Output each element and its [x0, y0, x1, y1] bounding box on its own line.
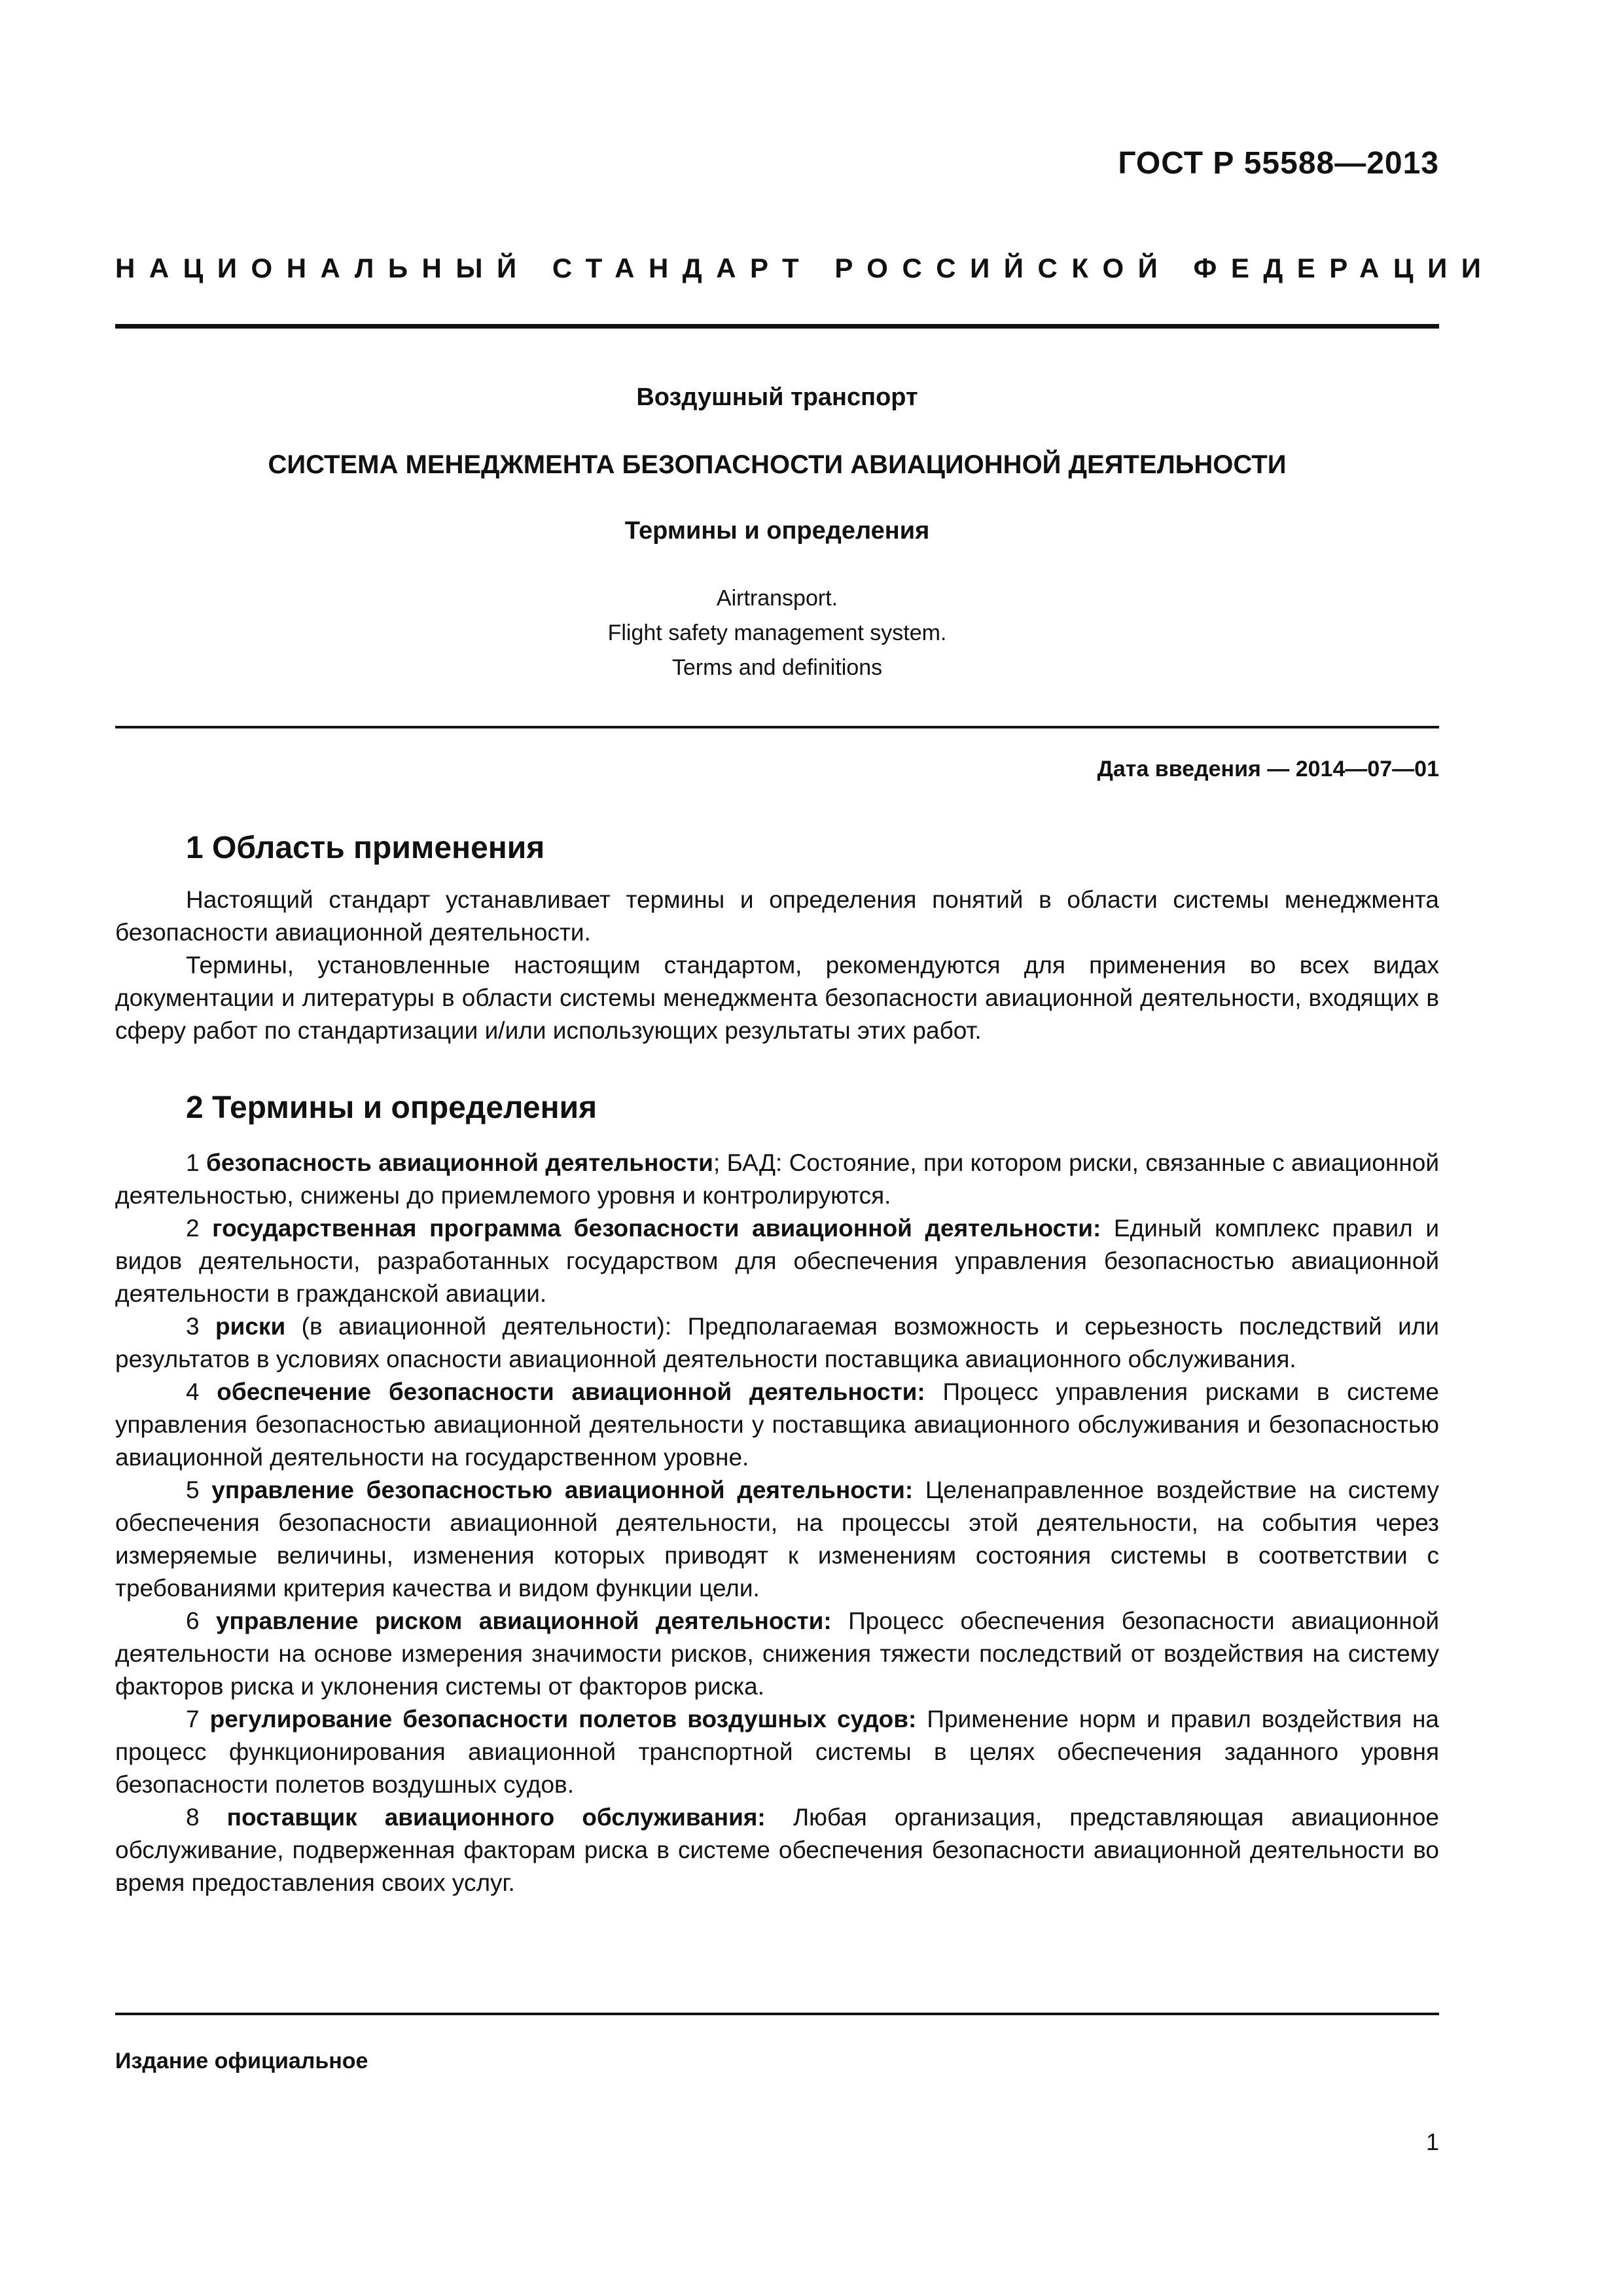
term-definition: Единый комплекс правил и видов деятельности, разработанных государством для обеспечения управления безопасностью авиационной деятельности в гражданской авиации.: [115, 1215, 1440, 1307]
term-entry: [115, 1474, 1439, 1605]
english-title-line: Airtransport.: [716, 586, 838, 611]
term-name: обеспечение безопасности авиационной деятельности:: [217, 1378, 925, 1405]
paragraph: Настоящий стандарт устанавливает термины и определения понятий в области системы менеджмента безопасности авиационной деятельности.: [115, 886, 1439, 946]
section-1-heading-block: [115, 830, 1439, 866]
terms-list: [115, 1147, 1439, 1899]
document-subtitle: Воздушный транспорт: [636, 384, 918, 411]
page-number: 1: [1425, 2128, 1439, 2155]
term-entry: [115, 1147, 1439, 1212]
term-number: 3: [186, 1313, 200, 1340]
term-entry: [115, 1376, 1439, 1474]
english-title-line: Terms and definitions: [671, 655, 883, 680]
term-name: риски: [215, 1313, 286, 1340]
term-number: 8: [186, 1804, 200, 1831]
term-entry: [115, 1605, 1439, 1703]
term-entry: [115, 1310, 1439, 1376]
term-entry: [115, 1212, 1439, 1310]
term-name: безопасность авиационной деятельности: [205, 1149, 713, 1176]
term-number: 2: [186, 1215, 200, 1242]
section-1-body: [115, 884, 1439, 1047]
term-entry: [115, 1703, 1439, 1801]
national-standard-banner: НАЦИОНАЛЬНЫЙ СТАНДАРТ РОССИЙСКОЙ ФЕДЕРАЦИИ: [115, 253, 1495, 283]
term-definition: Процесс обеспечения безопасности авиационной деятельности на основе измерения значимости рисков, снижения тяжести последствий от воздействия на систему факторов риска и уклонения системы от факторов риска.: [115, 1607, 1440, 1700]
bottom-divider: [115, 2013, 1439, 2015]
term-number: 7: [186, 1706, 200, 1732]
gost-number: ГОСТ Р 55588—2013: [1118, 146, 1439, 181]
term-name: управление безопасностью авиационной деятельности:: [211, 1477, 914, 1503]
term-definition: Любая организация, представляющая авиационное обслуживание, подверженная факторам риска в системе обеспечения безопасности авиационной деятельности во время предоставления своих услуг.: [115, 1804, 1440, 1896]
edition-note: Издание официальное: [115, 2049, 368, 2073]
term-separator: (в авиационной деятельности):: [285, 1313, 672, 1340]
term-name: поставщик авиационного обслуживания:: [226, 1804, 766, 1831]
term-number: 4: [186, 1378, 200, 1405]
english-title-line: Flight safety management system.: [607, 620, 947, 645]
section-heading: 2 Термины и определения: [186, 1090, 597, 1125]
document-main-title: СИСТЕМА МЕНЕДЖМЕНТА БЕЗОПАСНОСТИ АВИАЦИОННОЙ ДЕЯТЕЛЬНОСТИ: [268, 450, 1287, 479]
term-name: регулирование безопасности полетов воздушных судов:: [209, 1706, 917, 1732]
term-definition: Применение норм и правил воздействия на процесс функционирования авиационной транспортной системы в целях обеспечения заданного уровня безопасности полетов воздушных судов.: [115, 1706, 1440, 1798]
section-heading: 1 Область применения: [186, 831, 545, 865]
term-definition: Целенаправленное воздействие на систему обеспечения безопасности авиационной деятельности, на процессы этой деятельности, на события через измеряемые величины, изменения которых приводят к изменениям состояния системы в соответствии с требованиями критерия качества и видом функции цели.: [115, 1477, 1439, 1602]
term-name: управление риском авиационной деятельности:: [215, 1607, 832, 1634]
top-divider: [115, 324, 1439, 329]
introduction-date: Дата введения — 2014—07—01: [1097, 757, 1439, 781]
term-name: государственная программа безопасности авиационной деятельности:: [212, 1215, 1101, 1242]
term-number: 1: [186, 1149, 200, 1176]
section-2-heading-block: [115, 1090, 1439, 1126]
middle-divider: [115, 726, 1439, 728]
term-number: 5: [186, 1477, 200, 1503]
english-title: [115, 581, 1439, 685]
term-definition: Предполагаемая возможность и серьезность последствий или результатов в условиях опасности авиационной деятельности поставщика авиационного обслуживания.: [115, 1313, 1439, 1372]
term-definition: Процесс управления рисками в системе управления безопасностью авиационной деятельности у поставщика авиационного обслуживания и безопасностью авиационной деятельности на государственном уровне.: [115, 1378, 1440, 1471]
term-number: 6: [186, 1607, 200, 1634]
term-separator: ; БАД:: [713, 1149, 783, 1176]
document-terms-title: Термины и определения: [624, 517, 930, 545]
paragraph: Термины, установленные настоящим стандартом, рекомендуются для применения во всех видах документации и литературы в области системы менеджмента безопасности авиационной деятельности, входящих в сферу работ по стандартизации и/или использующих результаты этих работ.: [115, 952, 1439, 1044]
term-definition: Состояние, при котором риски, связанные с авиационной деятельностью, снижены до приемлемого уровня и контролируются.: [115, 1149, 1439, 1209]
term-entry: [115, 1801, 1439, 1899]
